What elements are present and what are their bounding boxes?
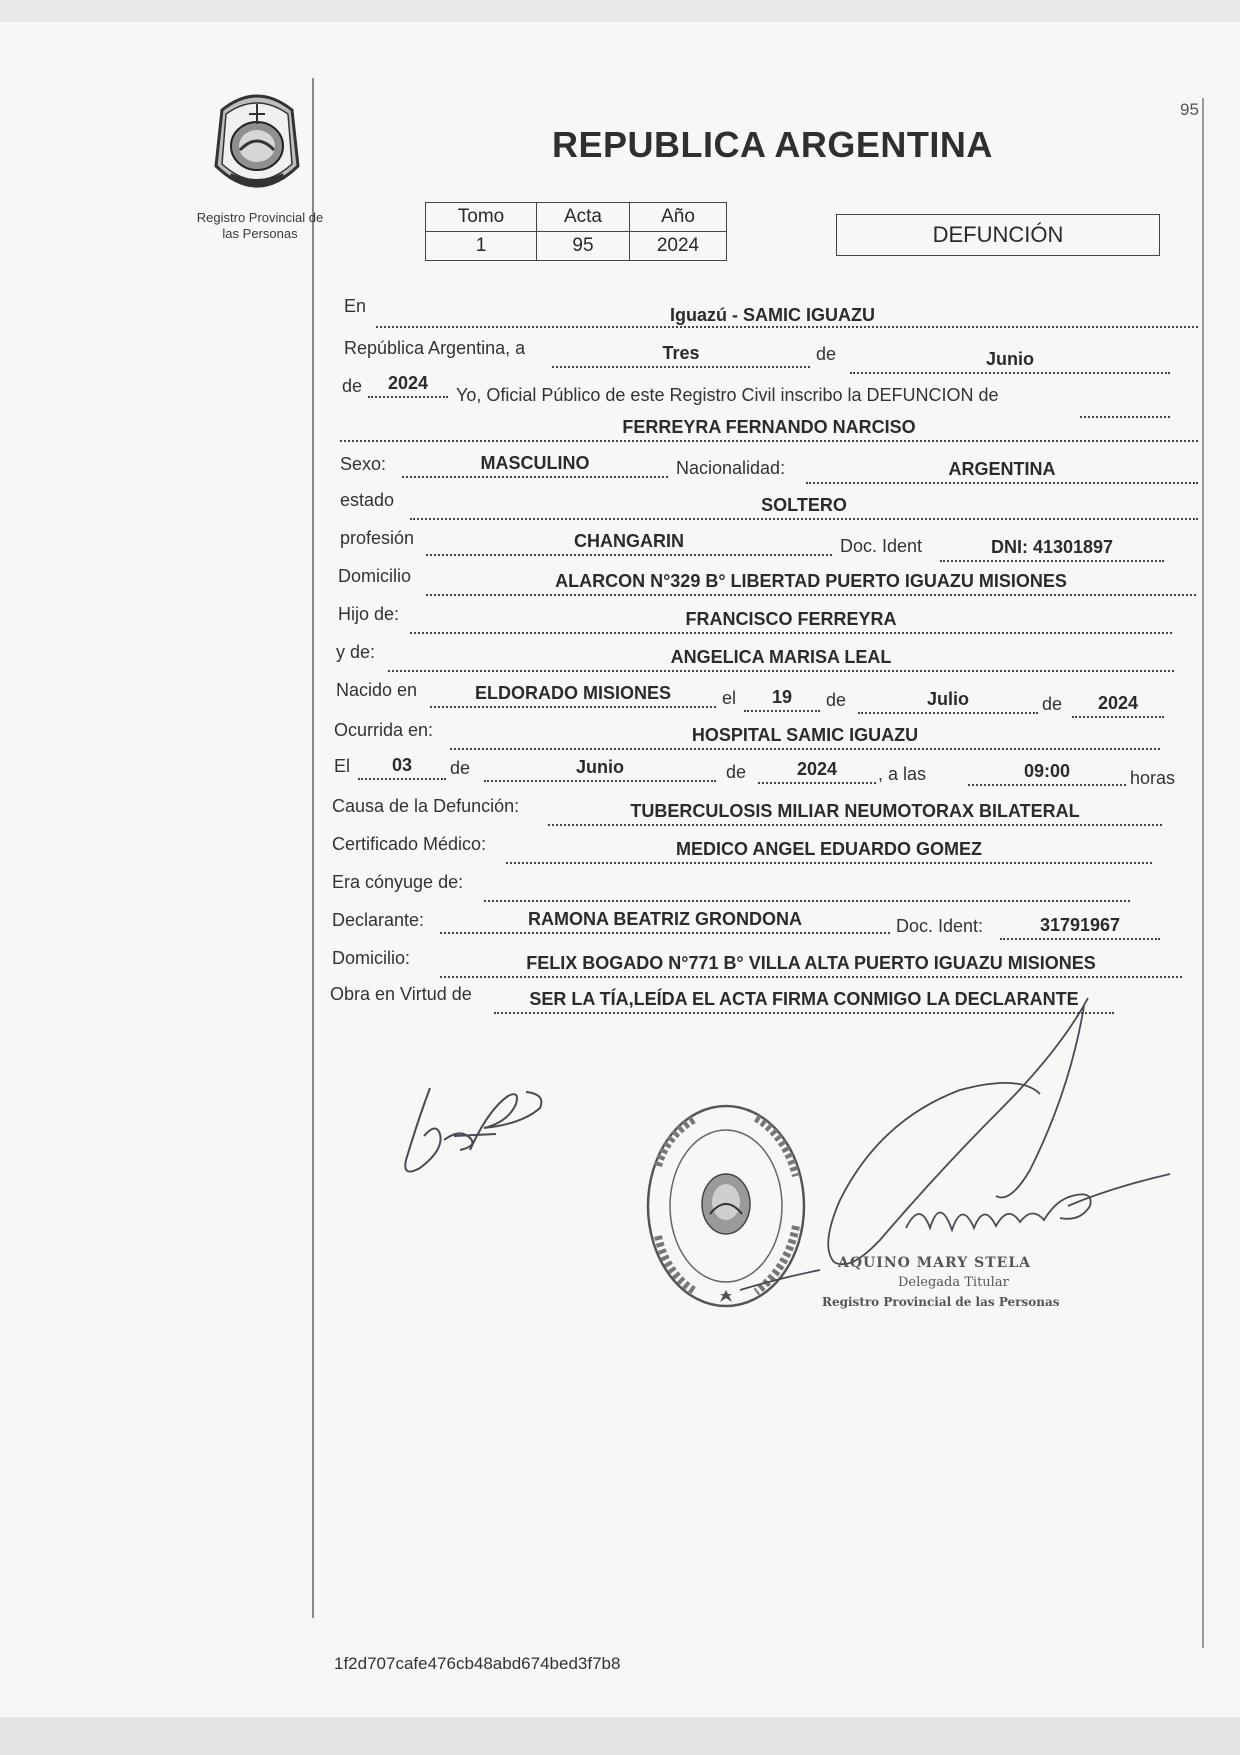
value-ano: 2024	[630, 232, 727, 261]
decl-domicilio-label: Domicilio:	[332, 948, 411, 968]
act-type-box: DEFUNCIÓN	[836, 214, 1160, 256]
registry-header-row	[426, 203, 727, 232]
doc-ident-field: DNI: 41301897	[940, 534, 1164, 562]
month-field: Junio	[850, 346, 1170, 374]
causa-field: TUBERCULOSIS MILIAR NEUMOTORAX BILATERAL	[548, 798, 1162, 826]
el-label: el	[722, 688, 737, 708]
day-word-field: Tres	[552, 340, 810, 368]
domicilio-field: ALARCON N°329 B° LIBERTAD PUERTO IGUAZU MISIONES	[426, 568, 1196, 596]
y-de-label: y de:	[336, 642, 376, 662]
year-field: 2024	[368, 370, 448, 398]
conyuge-field	[484, 874, 1130, 902]
provincial-crest-icon	[204, 88, 310, 200]
document-title: REPUBLICA ARGENTINA	[552, 124, 993, 165]
statement-text: Yo, Oficial Público de este Registro Civil inscribo la DEFUNCION de	[456, 385, 999, 405]
en-label: En	[344, 296, 367, 316]
republica-label: República Argentina, a	[344, 338, 526, 358]
estado-field: SOLTERO	[410, 492, 1198, 520]
page-number: 95	[1180, 100, 1199, 119]
de-label-1: de	[816, 344, 837, 364]
left-margin-line	[312, 78, 314, 1618]
document-sheet	[0, 22, 1240, 1717]
estado-label: estado	[340, 490, 395, 510]
conyuge-label: Era cónyuge de:	[332, 872, 464, 892]
declarante-field: RAMONA BEATRIZ GRONDONA	[440, 906, 890, 934]
death-time-field: 09:00	[968, 758, 1126, 786]
header-ano: Año	[630, 203, 727, 232]
nacido-label: Nacido en	[336, 680, 418, 700]
signatory-org: Registro Provincial de las Personas	[822, 1295, 1060, 1309]
birth-day-field: 19	[744, 684, 820, 712]
certificado-field: MEDICO ANGEL EDUARDO GOMEZ	[506, 836, 1152, 864]
de-label-4: de	[1042, 694, 1063, 714]
value-acta: 95	[537, 232, 630, 261]
crest-caption	[176, 210, 344, 242]
a-las-label: , a las	[878, 764, 927, 784]
death-day-field: 03	[358, 752, 446, 780]
signatory-name: AQUINO MARY STELA	[838, 1255, 1032, 1271]
de-label-2: de	[342, 376, 363, 396]
doc-ident-label: Doc. Ident	[840, 536, 923, 556]
signatory-role: Delegada Titular	[898, 1275, 1009, 1290]
declarante-label: Declarante:	[332, 910, 425, 930]
decl-domicilio-field: FELIX BOGADO N°771 B° VILLA ALTA PUERTO IGUAZU MISIONES	[440, 950, 1182, 978]
profesion-label: profesión	[340, 528, 415, 548]
certificado-label: Certificado Médico:	[332, 834, 487, 854]
de-label-6: de	[726, 762, 747, 782]
death-month-field: Junio	[484, 754, 716, 782]
registry-value-row	[426, 232, 727, 261]
nacionalidad-field: ARGENTINA	[806, 456, 1198, 484]
el-cap-label: El	[334, 756, 351, 776]
obra-field: SER LA TÍA,LEÍDA EL ACTA FIRMA CONMIGO LA DECLARANTE	[494, 986, 1114, 1014]
decl-doc-label: Doc. Ident:	[896, 916, 984, 936]
official-seal-icon	[636, 1096, 816, 1316]
sexo-label: Sexo:	[340, 454, 387, 474]
domicilio-label: Domicilio	[338, 566, 412, 586]
value-tomo: 1	[426, 232, 537, 261]
horas-label: horas	[1130, 768, 1176, 788]
place-field: Iguazú - SAMIC IGUAZU	[376, 302, 1198, 328]
ocurrida-label: Ocurrida en:	[334, 720, 434, 740]
nacido-en-field: ELDORADO MISIONES	[430, 680, 716, 708]
padre-field: FRANCISCO FERREYRA	[410, 606, 1172, 634]
ocurrida-field: HOSPITAL SAMIC IGUAZU	[450, 722, 1160, 750]
right-margin-line	[1202, 98, 1204, 1648]
obra-label: Obra en Virtud de	[330, 984, 472, 1004]
profesion-field: CHANGARIN	[426, 528, 832, 556]
header-acta: Acta	[537, 203, 630, 232]
madre-field: ANGELICA MARISA LEAL	[388, 644, 1174, 672]
de-label-3: de	[826, 690, 847, 710]
scan-margin	[0, 1718, 1240, 1755]
birth-year-field: 2024	[1072, 690, 1164, 718]
crest-caption-line1: Registro Provincial de	[196, 210, 324, 225]
registry-table	[425, 202, 727, 261]
birth-month-field: Julio	[858, 686, 1038, 714]
death-year-field: 2024	[758, 756, 876, 784]
decl-doc-field: 31791967	[1000, 912, 1160, 940]
document-hash: 1f2d707cafe476cb48abd674bed3f7b8	[334, 1654, 621, 1673]
nacionalidad-label: Nacionalidad:	[676, 458, 786, 478]
causa-label: Causa de la Defunción:	[332, 796, 520, 816]
header-tomo: Tomo	[426, 203, 537, 232]
deceased-name-field: FERREYRA FERNANDO NARCISO	[340, 414, 1198, 442]
de-label-5: de	[450, 758, 471, 778]
sexo-field: MASCULINO	[402, 450, 668, 478]
hijo-label: Hijo de:	[338, 604, 400, 624]
crest-caption-line2: las Personas	[222, 226, 298, 241]
